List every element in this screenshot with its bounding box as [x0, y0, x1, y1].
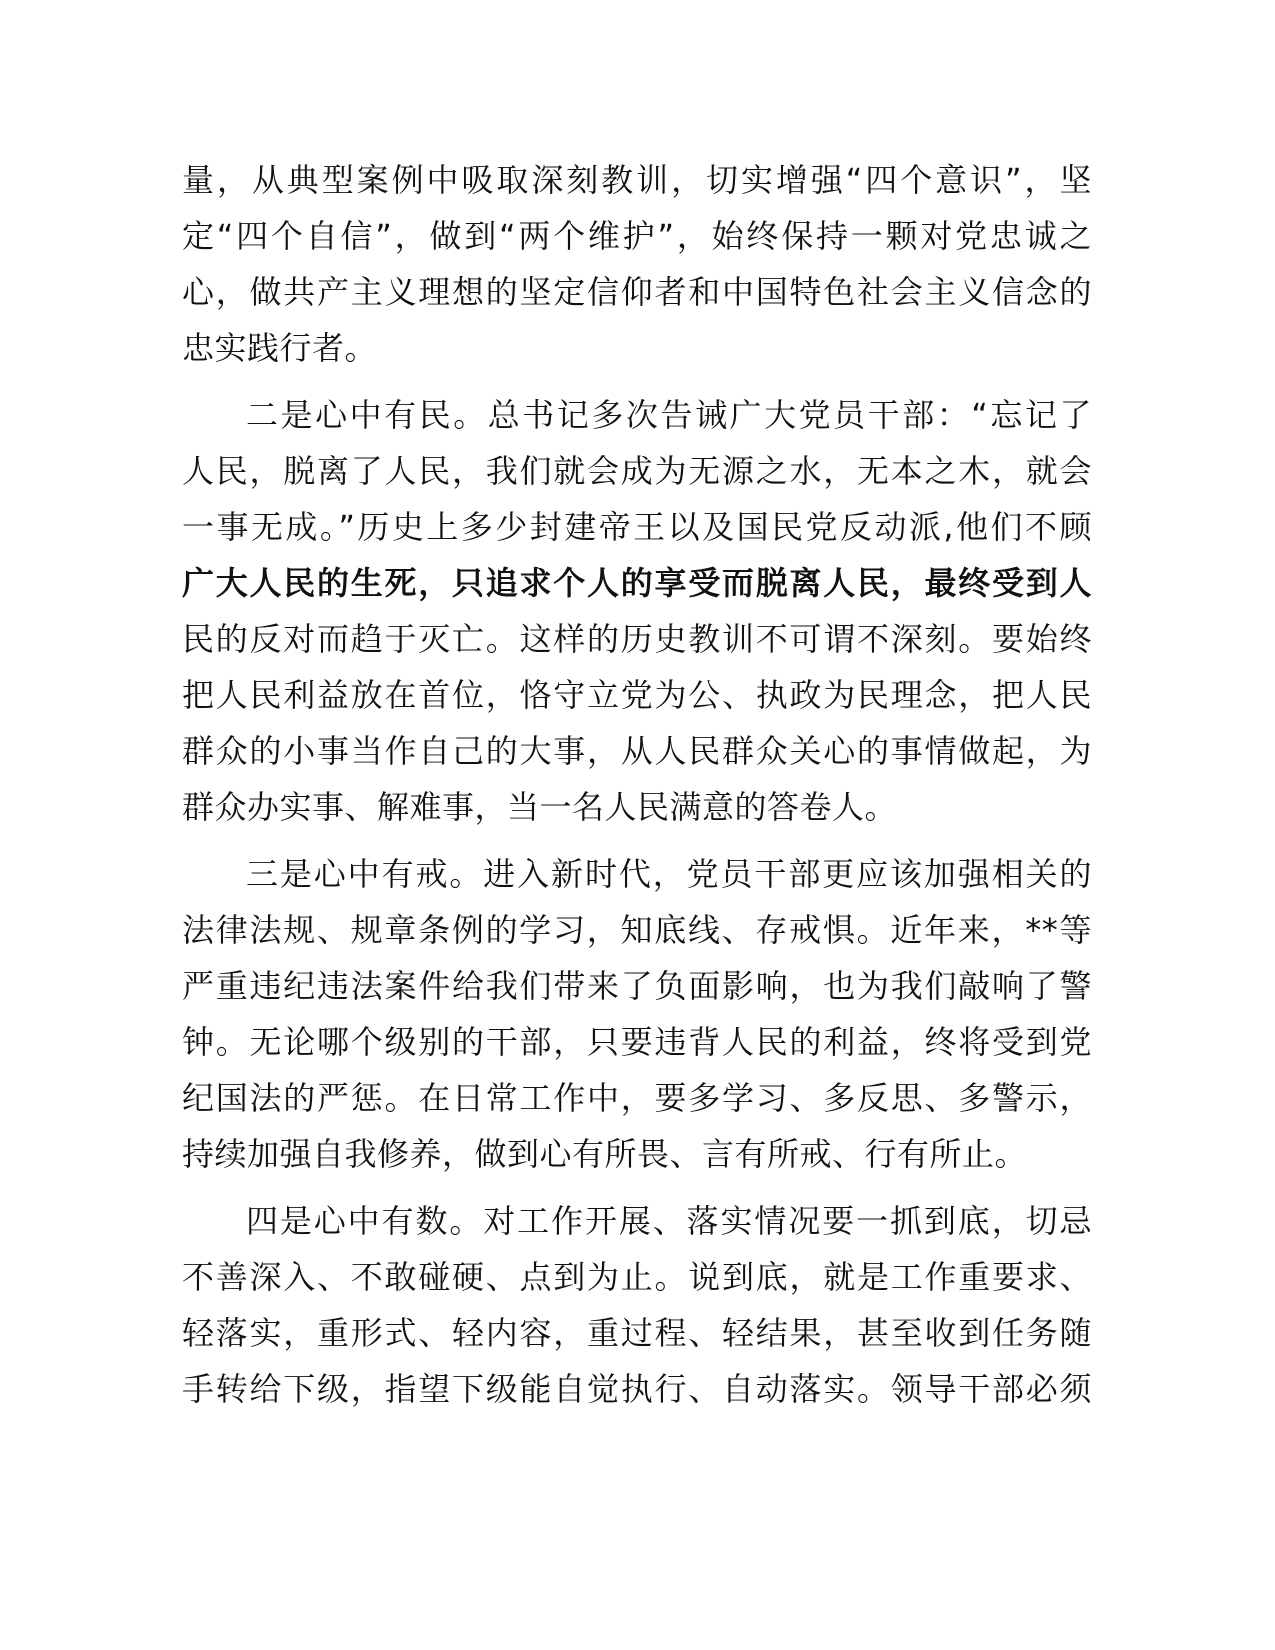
paragraph-heart-for-people — [182, 387, 1092, 835]
text-line: 一事无成。”历史上多少封建帝王以及国民党反动派,他们不顾 — [182, 508, 1092, 546]
text-line: 纪国法的严惩。在日常工作中，要多学习、多反思、多警示， — [182, 1079, 1092, 1117]
paragraph-heart-for-work — [182, 1193, 1092, 1417]
text-line: 定“四个自信”，做到“两个维护”，始终保持一颗对党忠诚之 — [182, 217, 1092, 255]
paragraph-continuation — [182, 152, 1092, 376]
text-line: 量，从典型案例中吸取深刻教训，切实增强“四个意识”，坚 — [182, 161, 1092, 199]
text-line-bold: 广大人民的生死，只追求个人的享受而脱离人民，最终受到人 — [182, 564, 1092, 602]
text-line: 忠实践行者。 — [182, 329, 378, 367]
text-line: 把人民利益放在首位，恪守立党为公、执政为民理念，把人民 — [182, 676, 1092, 714]
text-line: 三是心中有戒。进入新时代，党员干部更应该加强相关的 — [246, 855, 1092, 893]
text-line: 持续加强自我修养，做到心有所畏、言有所戒、行有所止。 — [182, 1135, 1028, 1173]
text-line: 民的反对而趋于灭亡。这样的历史教训不可谓不深刻。要始终 — [182, 620, 1092, 658]
text-line: 轻落实，重形式、轻内容，重过程、轻结果，甚至收到任务随 — [182, 1314, 1092, 1352]
paragraph-gap — [182, 1182, 1092, 1193]
paragraph-heart-for-discipline — [182, 846, 1092, 1182]
text-line: 严重违纪违法案件给我们带来了负面影响，也为我们敲响了警 — [182, 967, 1092, 1005]
text-line: 法律法规、规章条例的学习，知底线、存戒惧。近年来，**等 — [182, 911, 1092, 949]
text-line: 钟。无论哪个级别的干部，只要违背人民的利益，终将受到党 — [182, 1023, 1092, 1061]
text-line: 二是心中有民。总书记多次告诫广大党员干部：“忘记了 — [246, 396, 1092, 434]
text-line: 群众办实事、解难事，当一名人民满意的答卷人。 — [182, 788, 898, 826]
paragraph-gap — [182, 376, 1092, 387]
text-line: 手转给下级，指望下级能自觉执行、自动落实。领导干部必须 — [182, 1370, 1092, 1408]
text-line: 不善深入、不敢碰硬、点到为止。说到底，就是工作重要求、 — [182, 1258, 1092, 1296]
text-line: 人民，脱离了人民，我们就会成为无源之水，无本之木，就会 — [182, 452, 1092, 490]
text-line: 四是心中有数。对工作开展、落实情况要一抓到底，切忌 — [246, 1202, 1092, 1240]
document-body — [182, 152, 1092, 1417]
text-line: 心，做共产主义理想的坚定信仰者和中国特色社会主义信念的 — [182, 273, 1092, 311]
paragraph-gap — [182, 835, 1092, 846]
text-line: 群众的小事当作自己的大事，从人民群众关心的事情做起，为 — [182, 732, 1092, 770]
